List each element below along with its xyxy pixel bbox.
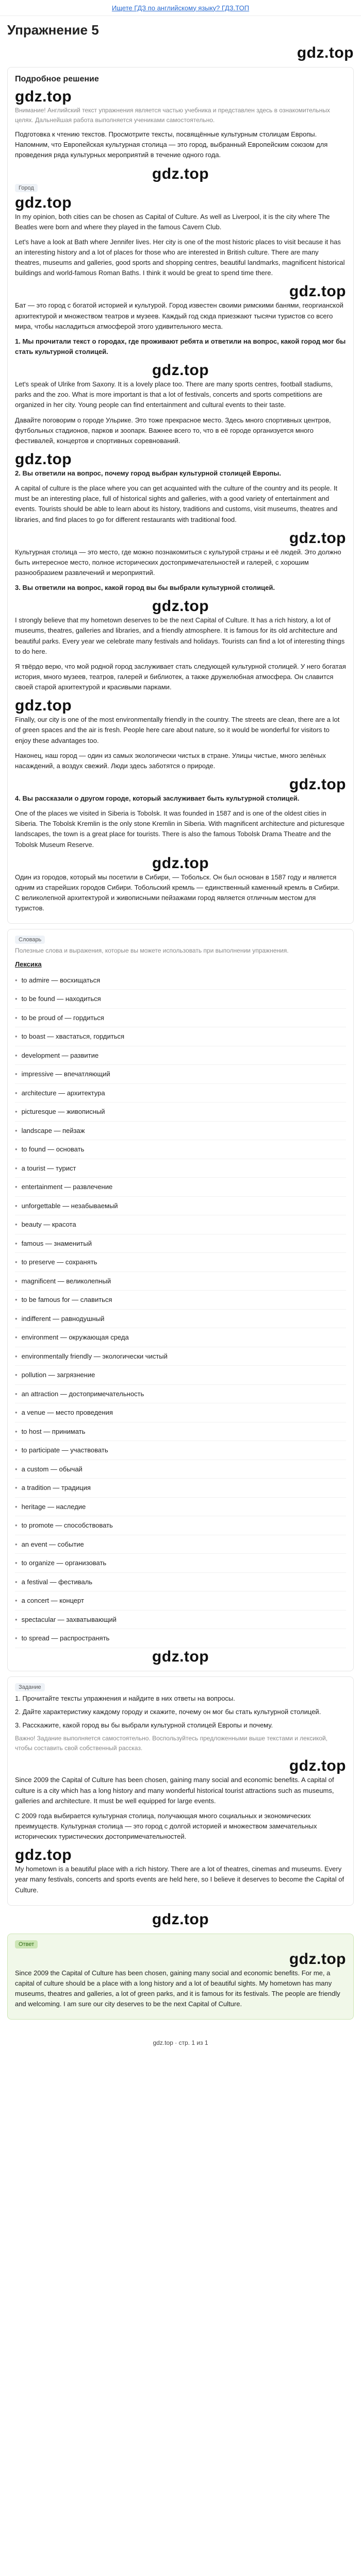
vocab-item: • famous — знаменитый — [15, 1234, 346, 1253]
answer-badge: Ответ — [15, 1940, 38, 1948]
page-title: Упражнение 5 — [7, 22, 99, 38]
vocab-card — [7, 929, 354, 1671]
question: 2. Вы ответили на вопрос, почему город выбран культурной столицей Европы. — [15, 469, 281, 477]
watermark-logo: gdz.top — [152, 1648, 209, 1665]
watermark-logo: gdz.top — [152, 598, 209, 615]
vocab-item: • impressive — впечатляющий — [15, 1065, 346, 1084]
tasks-extra-note: Важно! Задание выполняется самостоятельно. Воспользуйтесь предложенными выше текстами и лексикой, чтобы составить свой собственный рассказ. — [15, 1735, 328, 1752]
vocab-item: • pollution — загрязнение — [15, 1366, 346, 1385]
watermark-logo: gdz.top — [152, 854, 209, 872]
watermark-logo: gdz.top — [289, 1950, 346, 1968]
text-paragraph: One of the places we visited in Siberia is Tobolsk. It was founded in 1587 and is one of the oldest cities in Siberia. The Tobolsk Kremlin is the only stone Kremlin in Siberia. With magnificent architecture and picturesque landscapes, the town is a great place for tourists. There is also the famous Tobolsk Drama Theatre and the Tobolsk Museum Reserve. — [15, 809, 344, 849]
vocab-note: Полезные слова и выражения, которые вы можете использовать при выполнении упражнения. — [15, 947, 289, 955]
vocab-item: • to preserve — сохранять — [15, 1253, 346, 1272]
vocab-item: • to admire — восхищаться — [15, 971, 346, 990]
vocab-item: • entertainment — развлечение — [15, 1178, 346, 1197]
watermark-logo: gdz.top — [152, 165, 209, 182]
solution-intro: Подготовка к чтению текстов. Просмотрите тексты, посвящённые культурным столицам Европы. Напомним, что Европейская культурная столица — это город, выбранный Европейским союзом для проведения ряда культурных мероприятий в течение одного года. — [15, 130, 328, 159]
vocab-item: • an event — событие — [15, 1535, 346, 1554]
tasks-card — [7, 1676, 354, 1906]
top-bar — [0, 0, 361, 16]
watermark-logo: gdz.top — [15, 194, 72, 211]
sample-paragraph: Since 2009 the Capital of Culture has been chosen, gaining many social and economic benefits. A capital of culture is a city which has a long history and many wonderful historical tourist attractions such as museums, galleries and architecture. It must be well equipped for large events. — [15, 1776, 334, 1805]
vocab-item: • a festival — фестиваль — [15, 1573, 346, 1592]
vocab-item: • to boast — хвастаться, гордиться — [15, 1027, 346, 1046]
text-paragraph: Один из городов, который мы посетили в Сибири, — Тобольск. Он был основан в 1587 году и является одним из старейших городов Сибири. Тобольский кремль — единственный каменный кремль в Сибири. С великолепной архитектурой и живописными пейзажами город является отличным местом для туристов. — [15, 873, 340, 912]
watermark-logo: gdz.top — [289, 283, 346, 300]
text-paragraph: Давайте поговорим о городе Ульрике. Это тоже прекрасное место. Здесь много спортивных центров, футбольных стадионов, парков и зоопарк. Важнее всего то, что в её городе организуется много фестивалей, концертов и спортивных соревнований. — [15, 416, 331, 445]
vocab-item: • to found — основать — [15, 1140, 346, 1159]
text-paragraph: Бат — это город с богатой историей и культурой. Город известен своими римскими банями, георгианской архитектурой и множеством театров и музеев. Каждый год сюда приезжают тысячи туристов со всего мира, чтобы насладиться атмосферой этого удивительного места. — [15, 301, 343, 330]
question: 3. Вы ответили на вопрос, какой город вы бы выбрали культурной столицей. — [15, 584, 275, 592]
question: 1. Мы прочитали текст о городах, где проживают ребята и ответили на вопрос, какой город мог бы стать культурной столицей. — [15, 337, 346, 356]
text-paragraph: Let's speak of Ulrike from Saxony. It is a lovely place too. There are many sports centres, football stadiums, parks and the zoo. What is more important is that a lot of festivals, concerts and sports competitions are organized in her city. Young people can find entertainment and cultural events to their taste. — [15, 380, 333, 409]
watermark-logo: gdz.top — [289, 775, 346, 793]
watermark-logo: gdz.top — [15, 451, 72, 468]
task-item: 2. Дайте характеристику каждому городу и скажите, почему он мог бы стать культурной столицей. — [15, 1707, 321, 1716]
text-paragraph: Finally, our city is one of the most environmentally friendly in the country. The streets are clean, there are a lot of green spaces and the air is fresh. People here care about nature, so it would be wonderful for visitors to enjoy these advantages too. — [15, 716, 340, 744]
vocab-item: • a tourist — турист — [15, 1159, 346, 1178]
vocab-item: • to be found — находиться — [15, 990, 346, 1009]
vocab-item: • architecture — архитектура — [15, 1084, 346, 1103]
sample-paragraph: My hometown is a beautiful place with a rich history. There are a lot of theatres, cinemas and museums. Every year many festivals, concerts and sports events are held here, so I believe it deserves to become the Capital of Culture. — [15, 1865, 344, 1894]
text-paragraph: Наконец, наш город — один из самых экологически чистых в стране. Улицы чистые, много зелёных насаждений, а воздух свежий. Люди здесь заботятся о природе. — [15, 751, 326, 770]
watermark-logo: gdz.top — [15, 697, 72, 715]
question: 4. Вы рассказали о другом городе, который заслуживает быть культурной столицей. — [15, 794, 300, 802]
page-content — [0, 16, 361, 2053]
city-badge: Город — [15, 184, 38, 192]
watermark-logo: gdz.top — [289, 529, 346, 547]
vocab-item: • development — развитие — [15, 1046, 346, 1065]
vocab-title: Лексика — [15, 960, 42, 968]
answer-card — [7, 1934, 354, 2020]
vocab-item: • picturesque — живописный — [15, 1103, 346, 1122]
vocab-item: • indifferent — равнодушный — [15, 1310, 346, 1329]
page-footer: gdz.top · стр. 1 из 1 — [153, 2039, 208, 2047]
vocab-item: • to promote — способствовать — [15, 1516, 346, 1535]
solution-card — [7, 67, 354, 924]
text-paragraph: I strongly believe that my hometown deserves to be the next Capital of Culture. It has a rich history, a lot of museums, theatres, galleries and libraries, and a friendly atmosphere. It is famous for its old architecture and beautiful parks. Every year we celebrate many festivals and holidays. Tourists can find a lot of interesting things to do here. — [15, 616, 345, 655]
watermark-logo: gdz.top — [297, 44, 354, 61]
vocab-item: • environment — окружающая среда — [15, 1328, 346, 1347]
watermark-logo: gdz.top — [15, 1846, 72, 1864]
vocab-list — [15, 971, 346, 1648]
vocab-item: • to be proud of — гордиться — [15, 1009, 346, 1028]
vocab-item: • a venue — место проведения — [15, 1403, 346, 1422]
text-paragraph: Я твёрдо верю, что мой родной город заслуживает стать следующей культурной столицей. У него богатая история, много музеев, театров, галерей и библиотек, а также дружелюбная атмосфера. Он славится своей старой архитектурой и красивыми парками. — [15, 662, 346, 691]
vocab-item: • beauty — красота — [15, 1215, 346, 1234]
text-paragraph: A capital of culture is the place where you can get acquainted with the culture of the country and its people. It must be an interesting place, full of historical sights and galleries, with a good variety of entertainment and events. Tourists should be able to learn about its history, traditions and customs, visit museums, theatres and libraries, and find places to go for different restaurants with traditional food. — [15, 484, 338, 523]
answer-text: Since 2009 the Capital of Culture has been chosen, gaining many social and economic benefits. For me, a capital of culture should be a place with a long history and a lot of beautiful sights. My hometown has many museums, theatres and galleries, a lot of green parks, and it is famous for its festivals. The people are friendly and welcoming. I am sure our city deserves to be the next Capital of Culture. — [15, 1969, 340, 2008]
vocab-item: • to participate — участвовать — [15, 1441, 346, 1460]
sample-paragraph: С 2009 года выбирается культурная столица, получающая много социальных и экономических преимуществ. Культурная столица — это город с долгой историей и множеством замечательных исторических туристических достопримечательностей. — [15, 1811, 317, 1841]
vocab-item: • a concert — концерт — [15, 1591, 346, 1611]
vocab-item: • environmentally friendly — экологически чистый — [15, 1347, 346, 1366]
vocab-item: • to spread — распространять — [15, 1629, 346, 1648]
task-item: 1. Прочитайте тексты упражнения и найдите в них ответы на вопросы. — [15, 1694, 235, 1702]
text-paragraph: Культурная столица — это место, где можно познакомиться с культурой страны и её людей. Это должно быть интересное место, полное исторических достопримечательностей и галерей, с хорошим разнообразием развлечений и мероприятий. — [15, 548, 341, 577]
promo-link[interactable]: Ищете ГДЗ по английскому языку? ГДЗ.ТОП — [111, 4, 250, 12]
text-paragraph: Let's have a look at Bath where Jennifer lives. Her city is one of the most historic places to visit because it has an interesting history and a lot of places for those who are interested in British culture. There are many theatres, museums and galleries, good sports and shopping centres, beautiful landmarks, magnificent historical buildings and world-famous Roman Baths. I think it would be great to spend time there. — [15, 238, 345, 277]
vocab-item: • heritage — наследие — [15, 1498, 346, 1517]
solution-note: Внимание! Английский текст упражнения является частью учебника и представлен здесь в ознакомительных целях. Дальнейшая работа выполняется учениками самостоятельно. — [15, 107, 330, 124]
vocab-item: • landscape — пейзаж — [15, 1122, 346, 1141]
tasks-badge: Задание — [15, 1683, 45, 1691]
watermark-logo: gdz.top — [152, 362, 209, 379]
vocab-item: • to be famous for — славиться — [15, 1291, 346, 1310]
vocab-item: • an attraction — достопримечательность — [15, 1385, 346, 1404]
vocab-item: • a custom — обычай — [15, 1460, 346, 1479]
vocab-item: • to host — принимать — [15, 1422, 346, 1442]
watermark-logo: gdz.top — [289, 1757, 346, 1775]
vocab-badge: Словарь — [15, 936, 45, 944]
vocab-item: • a tradition — традиция — [15, 1479, 346, 1498]
vocab-item: • to organize — организовать — [15, 1554, 346, 1573]
text-paragraph: In my opinion, both cities can be chosen as Capital of Culture. As well as Liverpool, it is the city where The Beatles were born and where they played in the famous Cavern Club. — [15, 212, 330, 231]
watermark-logo: gdz.top — [15, 88, 72, 105]
vocab-item: • spectacular — захватывающий — [15, 1611, 346, 1630]
task-item: 3. Расскажите, какой город вы бы выбрали культурной столицей Европы и почему. — [15, 1721, 273, 1730]
vocab-item: • magnificent — великолепный — [15, 1272, 346, 1291]
solution-heading: Подробное решение — [15, 75, 99, 83]
watermark-logo: gdz.top — [152, 1910, 209, 1928]
vocab-item: • unforgettable — незабываемый — [15, 1197, 346, 1216]
